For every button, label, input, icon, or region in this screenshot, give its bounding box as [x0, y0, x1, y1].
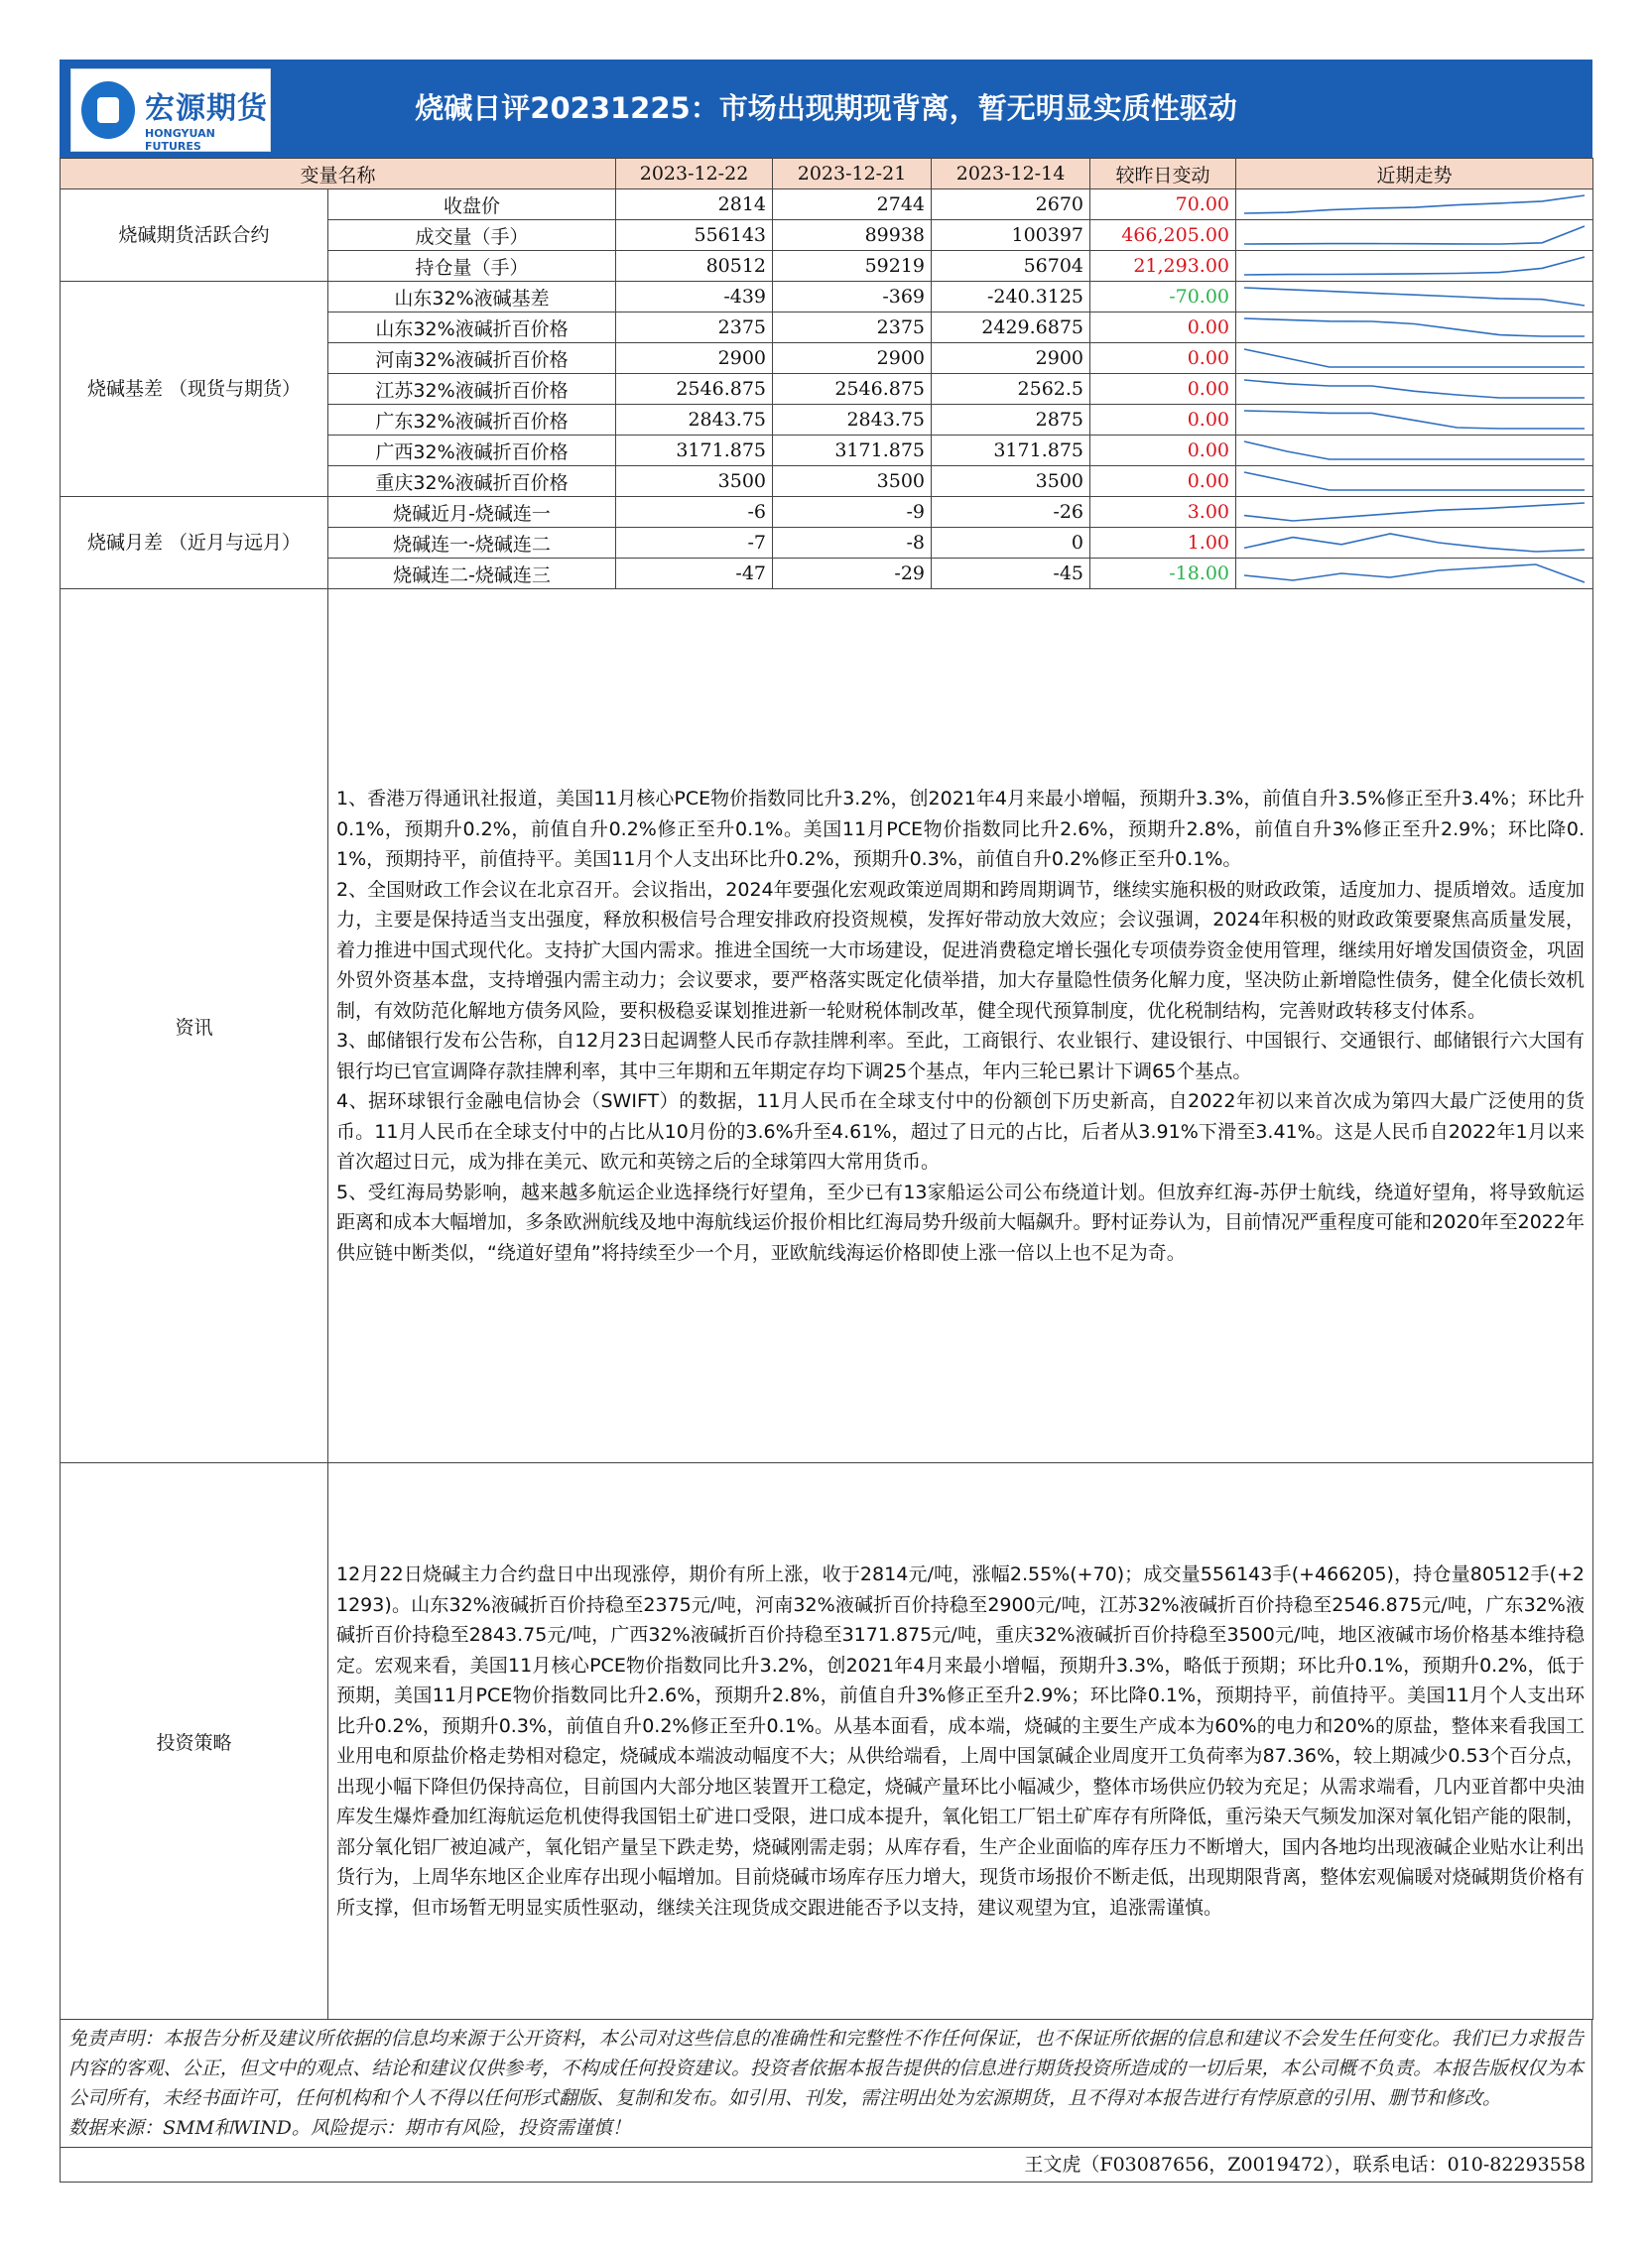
row-label: 江苏32%液碱折百价格 — [328, 374, 616, 405]
header-variable: 变量名称 — [61, 159, 616, 189]
value-2023-12-14: 2429.6875 — [932, 312, 1090, 343]
value-2023-12-22: 556143 — [616, 220, 773, 251]
news-item-1: 1、香港万得通讯社报道，美国11月核心PCE物价指数同比升3.2%，创2021年4月来最小增幅，预期升3.3%，前值自升3.5%修正至升3.4%；环比升0.1%，预期升0.2%，前值自升0.2%修正至升0.1%。美国11月PCE物价指数同比升2.6%，预期升2.8%，前值自升3%修正至升2.9%；环比降0.1%，预期持平，前值持平。美国11月个人支出环比升0.2%，预期升0.3%，前值自升0.2%修正至升0.1%。 — [336, 788, 1586, 870]
trend-sparkline — [1236, 405, 1593, 436]
daily-change: 3.00 — [1090, 497, 1236, 528]
trend-sparkline — [1236, 374, 1593, 405]
trend-line — [1244, 380, 1585, 398]
disclaimer-text: 免责声明：本报告分析及建议所依据的信息均来源于公开资料，本公司对这些信息的准确性和完整性不作任何保证，也不保证所依据的信息和建议不会发生任何变化。我们已力求报告内容的客观、公正，但文中的观点、结论和建议仅供参考，不构成任何投资建议。投资者依据本报告提供的信息进行期货投资所造成的一切后果，本公司概不负责。本报告版权仅为本公司所有，未经书面许可，任何机构和个人不得以任何形式翻版、复制和发布。如引用、刊发，需注明出处为宏源期货，且不得对本报告进行有悖原意的引用、删节和修改。 — [68, 2028, 1584, 2109]
value-2023-12-21: 2375 — [773, 312, 932, 343]
row-label: 山东32%液碱折百价格 — [328, 312, 616, 343]
data-table — [60, 158, 1593, 2020]
daily-change: 0.00 — [1090, 466, 1236, 497]
value-2023-12-22: 80512 — [616, 251, 773, 282]
daily-change: 1.00 — [1090, 528, 1236, 559]
trend-sparkline — [1236, 466, 1593, 497]
trend-line — [1244, 318, 1585, 336]
author-footer: 王文虎（F03087656，Z0019472），联系电话：010-82293558 — [60, 2148, 1592, 2183]
trend-sparkline — [1236, 343, 1593, 374]
trend-sparkline — [1236, 220, 1593, 251]
logo-text-cn: 宏源期货 — [145, 91, 268, 126]
daily-change: 0.00 — [1090, 405, 1236, 436]
trend-line — [1244, 257, 1585, 275]
row-label: 烧碱连二-烧碱连三 — [328, 559, 616, 589]
row-label: 烧碱连一-烧碱连二 — [328, 528, 616, 559]
value-2023-12-22: -7 — [616, 528, 773, 559]
value-2023-12-21: 3171.875 — [773, 436, 932, 466]
value-2023-12-22: 2375 — [616, 312, 773, 343]
logo-text-en: HONGYUAN FUTURES — [145, 127, 215, 153]
value-2023-12-14: 100397 — [932, 220, 1090, 251]
value-2023-12-22: 3171.875 — [616, 436, 773, 466]
value-2023-12-14: 2875 — [932, 405, 1090, 436]
value-2023-12-21: 59219 — [773, 251, 932, 282]
table-row — [61, 189, 1593, 220]
daily-change: 0.00 — [1090, 343, 1236, 374]
strategy-content — [328, 1463, 1593, 2020]
report-page — [60, 60, 1592, 2183]
value-2023-12-21: 2546.875 — [773, 374, 932, 405]
trend-line — [1244, 564, 1585, 582]
strategy-label: 投资策略 — [61, 1463, 328, 2020]
strategy-text: 12月22日烧碱主力合约盘日中出现涨停，期价有所上涨，收于2814元/吨，涨幅2.55%(+70)；成交量556143手(+466205)，持仓量80512手(+21293)。山东32%液碱折百价持稳至2375元/吨，河南32%液碱折百价持稳至2900元/吨，江苏32%液碱折百价持稳至2546.875元/吨，广东32%液碱折百价持稳至2843.75元/吨，广西32%液碱折百价持稳至3171.875元/吨，重庆32%液碱折百价持稳至3500元/吨，地区液碱市场价格基本维持稳定。宏观来看，美国11月核心PCE物价指数同比升3.2%，创2021年4月来最小增幅，预期升3.3%，略低于预期；环比升0.1%，预期升0.2%，低于预期，美国11月PCE物价指数同比升2.6%，预期升2.8%，前值自升3%修正至升2.9%；环比降0.1%，预期持平，前值持平。美国11月个人支出环比升0.2%，预期升0.3%，前值自升0.2%修正至升0.1%。从基本面看，成本端，烧碱的主要生产成本为60%的电力和20%的原盐，整体来看我国工业用电和原盐价格走势相对稳定，烧碱成本端波动幅度不大；从供给端看，上周中国氯碱企业周度开工负荷率为87.36%，较上期减少0.53个百分点，出现小幅下降但仍保持高位，目前国内大部分地区装置开工稳定，烧碱产量环比小幅减少，整体市场供应仍较为充足；从需求端看，几内亚首都中央油库发生爆炸叠加红海航运危机使得我国铝土矿进口受限，进口成本提升，氧化铝工厂铝土矿库存有所降低，重污染天气频发加深对氧化铝产能的限制，部分氧化铝厂被迫减产，氧化铝产量呈下跌走势，烧碱刚需走弱；从库存看，生产企业面临的库存压力不断增大，国内各地均出现液碱企业贴水让利出货行为，上周华东地区企业库存出现小幅增加。目前烧碱市场库存压力增大，现货市场报价不断走低，出现期限背离，整体宏观偏暖对烧碱期货价格有所支撑，但市场暂无明显实质性驱动，继续关注现货成交跟进能否予以支持，建议观望为宜，追涨需谨慎。 — [336, 1563, 1586, 1919]
trend-line — [1244, 411, 1585, 429]
value-2023-12-21: 3500 — [773, 466, 932, 497]
trend-line — [1244, 503, 1585, 521]
value-2023-12-21: -8 — [773, 528, 932, 559]
daily-change: 21,293.00 — [1090, 251, 1236, 282]
group-label: 烧碱期货活跃合约 — [61, 189, 328, 282]
news-item-2: 2、全国财政工作会议在北京召开。会议指出，2024年要强化宏观政策逆周期和跨周期调节，继续实施积极的财政政策，适度加力、提质增效。适度加力，主要是保持适当支出强度，释放积极信号合理安排政府投资规模，发挥好带动放大效应；会议强调，2024年积极的财政政策要聚焦高质量发展，着力推进中国式现代化。支持扩大国内需求。推进全国统一大市场建设，促进消费稳定增长强化专项债券资金使用管理，继续用好增发国债资金，巩固外贸外资基本盘，支持增强内需主动力；会议要求，要严格落实既定化债举措，加大存量隐性债务化解力度，坚决防止新增隐性债务，健全化债长效机制，有效防范化解地方债务风险，要积极稳妥谋划推进新一轮财税体制改革，健全现代预算制度，优化税制结构，完善财政转移支付体系。 — [336, 878, 1586, 1022]
row-label: 广西32%液碱折百价格 — [328, 436, 616, 466]
value-2023-12-21: -29 — [773, 559, 932, 589]
daily-change: 70.00 — [1090, 189, 1236, 220]
trend-line — [1244, 195, 1585, 213]
daily-change: 0.00 — [1090, 312, 1236, 343]
value-2023-12-22: -439 — [616, 282, 773, 312]
disclaimer — [60, 2020, 1592, 2148]
value-2023-12-22: -6 — [616, 497, 773, 528]
data-source-note: 数据来源：SMM和WIND。风险提示：期市有风险，投资需谨慎！ — [68, 2117, 631, 2139]
value-2023-12-14: 2900 — [932, 343, 1090, 374]
daily-change: 0.00 — [1090, 436, 1236, 466]
value-2023-12-14: -45 — [932, 559, 1090, 589]
strategy-row — [61, 1463, 1593, 2020]
row-label: 河南32%液碱折百价格 — [328, 343, 616, 374]
value-2023-12-21: -369 — [773, 282, 932, 312]
trend-line — [1244, 288, 1585, 306]
value-2023-12-22: 2843.75 — [616, 405, 773, 436]
row-label: 广东32%液碱折百价格 — [328, 405, 616, 436]
group-label: 烧碱基差 （现货与期货） — [61, 282, 328, 497]
news-label: 资讯 — [61, 589, 328, 1463]
group-label: 烧碱月差 （近月与远月） — [61, 497, 328, 589]
trend-sparkline — [1236, 497, 1593, 528]
row-label: 重庆32%液碱折百价格 — [328, 466, 616, 497]
row-label: 山东32%液碱基差 — [328, 282, 616, 312]
trend-sparkline — [1236, 189, 1593, 220]
news-row — [61, 589, 1593, 1463]
value-2023-12-14: -26 — [932, 497, 1090, 528]
report-header — [60, 60, 1592, 158]
value-2023-12-21: -9 — [773, 497, 932, 528]
header-date-2: 2023-12-21 — [773, 159, 932, 189]
trend-line — [1244, 441, 1585, 459]
row-label: 持仓量（手） — [328, 251, 616, 282]
value-2023-12-14: -240.3125 — [932, 282, 1090, 312]
news-item-5: 5、受红海局势影响，越来越多航运企业选择绕行好望角，至少已有13家船运公司公布绕道计划。但放弃红海-苏伊士航线，绕道好望角，将导致航运距离和成本大幅增加，多条欧洲航线及地中海航线运价报价相比红海局势升级前大幅飙升。野村证券认为，目前情况严重程度可能和2020年至2022年供应链中断类似，“绕道好望角”将持续至少一个月，亚欧航线海运价格即使上涨一倍以上也不足为奇。 — [336, 1181, 1586, 1264]
value-2023-12-21: 2744 — [773, 189, 932, 220]
daily-change: -70.00 — [1090, 282, 1236, 312]
trend-sparkline — [1236, 528, 1593, 559]
value-2023-12-14: 2670 — [932, 189, 1090, 220]
value-2023-12-14: 56704 — [932, 251, 1090, 282]
news-item-3: 3、邮储银行发布公告称，自12月23日起调整人民币存款挂牌利率。至此，工商银行、农业银行、建设银行、中国银行、交通银行、邮储银行六大国有银行均已官宣调降存款挂牌利率，其中三年期和五年期定存均下调25个基点，年内三轮已累计下调65个基点。 — [336, 1030, 1586, 1082]
row-label: 烧碱近月-烧碱连一 — [328, 497, 616, 528]
row-label: 收盘价 — [328, 189, 616, 220]
header-date-3: 2023-12-14 — [932, 159, 1090, 189]
report-title: 烧碱日评20231225：市场出现期现背离，暂无明显实质性驱动 — [415, 91, 1237, 125]
value-2023-12-21: 2843.75 — [773, 405, 932, 436]
value-2023-12-14: 0 — [932, 528, 1090, 559]
daily-change: 0.00 — [1090, 374, 1236, 405]
trend-sparkline — [1236, 251, 1593, 282]
daily-change: -18.00 — [1090, 559, 1236, 589]
news-item-4: 4、据环球银行金融电信协会（SWIFT）的数据，11月人民币在全球支付中的份额创下历史新高，自2022年初以来首次成为第四大最广泛使用的货币。11月人民币在全球支付中的占比从10月份的3.6%升至4.61%，超过了日元的占比，后者从3.91%下滑至3.41%。这是人民币自2022年1月以来首次超过日元，成为排在美元、欧元和英镑之后的全球第四大常用货币。 — [336, 1090, 1586, 1173]
trend-sparkline — [1236, 282, 1593, 312]
news-content — [328, 589, 1593, 1463]
trend-sparkline — [1236, 559, 1593, 589]
trend-line — [1244, 349, 1585, 367]
value-2023-12-22: 2900 — [616, 343, 773, 374]
value-2023-12-22: 2814 — [616, 189, 773, 220]
table-row — [61, 497, 1593, 528]
header-change: 较昨日变动 — [1090, 159, 1236, 189]
table-row — [61, 282, 1593, 312]
header-date-1: 2023-12-22 — [616, 159, 773, 189]
value-2023-12-14: 2562.5 — [932, 374, 1090, 405]
trend-line — [1244, 226, 1585, 244]
value-2023-12-21: 89938 — [773, 220, 932, 251]
value-2023-12-14: 3500 — [932, 466, 1090, 497]
value-2023-12-22: -47 — [616, 559, 773, 589]
value-2023-12-21: 2900 — [773, 343, 932, 374]
trend-sparkline — [1236, 312, 1593, 343]
trend-line — [1244, 534, 1585, 552]
row-label: 成交量（手） — [328, 220, 616, 251]
table-header-row — [61, 159, 1593, 189]
value-2023-12-22: 2546.875 — [616, 374, 773, 405]
value-2023-12-22: 3500 — [616, 466, 773, 497]
value-2023-12-14: 3171.875 — [932, 436, 1090, 466]
trend-sparkline — [1236, 436, 1593, 466]
header-trend: 近期走势 — [1236, 159, 1593, 189]
daily-change: 466,205.00 — [1090, 220, 1236, 251]
trend-line — [1244, 472, 1585, 490]
